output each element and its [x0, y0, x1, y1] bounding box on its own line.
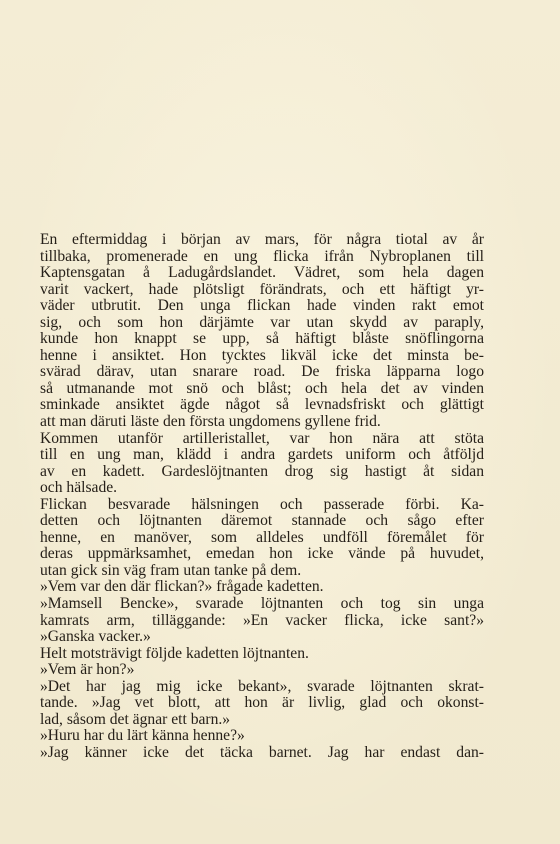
text-line: »Huru har du lärt känna henne?» [40, 727, 245, 745]
text-line: väder utbrutit. Den unga flickan hade vinden rakt emot [40, 297, 484, 315]
text-line: henne i ansiktet. Hon tycktes likväl icke det minsta be- [40, 346, 484, 364]
text-line: Kommen utanför artilleristallet, var hon nära att stöta [40, 429, 484, 447]
text-line: Kaptensgatan å Ladugårdslandet. Vädret, som hela dagen [40, 264, 484, 282]
text-line: och hälsade. [40, 479, 118, 497]
text-line: »Vem var den där flickan?» frågade kadetten. [40, 578, 324, 596]
text-line: detten och löjtnanten däremot stannade och sågo efter [40, 512, 484, 530]
text-line: »Mamsell Bencke», svarade löjtnanten och tog sin unga [40, 595, 484, 613]
text-line: av en kadett. Gardeslöjtnanten drog sig hastigt åt sidan [40, 462, 484, 480]
text-line: »Vem är hon?» [40, 661, 135, 679]
text-line: henne, en manöver, som alldeles undföll föremålet för [40, 528, 484, 546]
text-line: sminkade ansiktet ägde något så levnadsfriskt och glättigt [40, 396, 484, 414]
text-line: tande. »Jag vet blott, att hon är livlig, glad och okonst- [40, 694, 484, 712]
text-line: »Ganska vacker.» [40, 628, 151, 646]
text-line: »Det har jag mig icke bekant», svarade löjtnanten skrat- [40, 677, 484, 695]
text-line: utan gick sin väg fram utan tanke på dem. [40, 561, 302, 579]
text-line: lad, såsom det ägnar ett barn.» [40, 710, 231, 728]
text-line: En eftermiddag i början av mars, för några tiotal av år [40, 231, 484, 248]
text-line: sig, och som hon därjämte var utan skydd av paraply, [40, 313, 484, 331]
text-line: att man däruti läste den första ungdomens gyllene frid. [40, 413, 381, 431]
body-text [40, 232, 484, 762]
text-line: Flickan besvarade hälsningen och passerade förbi. Ka- [40, 495, 484, 513]
text-line: deras uppmärksamhet, emedan hon icke vände på huvudet, [40, 545, 484, 563]
text-line: så utmanande mot snö och blåst; och hela det av vinden [40, 379, 484, 397]
text-line: tillbaka, promenerade en ung flicka ifrån Nybroplanen till [40, 247, 484, 265]
text-line: svärad därav, utan snarare road. De friska läpparna logo [40, 363, 484, 381]
text-line: kamrats arm, tilläggande: »En vacker flicka, icke sant?» [40, 611, 484, 629]
text-line: kunde hon knappt se upp, så häftigt blåste snöflingorna [40, 330, 484, 348]
text-line: »Jag känner icke det täcka barnet. Jag har endast dan- [40, 743, 484, 761]
text-line: Helt motsträvigt följde kadetten löjtnanten. [40, 644, 309, 662]
text-line: varit vackert, hade plötsligt förändrats, och ett häftigt yr- [40, 280, 484, 298]
text-line: till en ung man, klädd i andra gardets uniform och åtföljd [40, 446, 484, 464]
